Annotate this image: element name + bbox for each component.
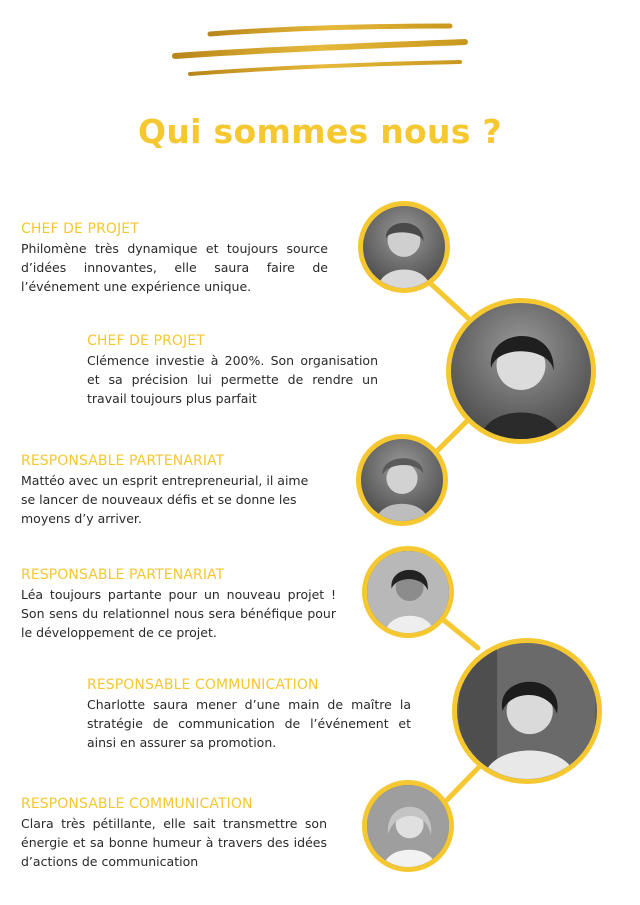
page-title: Qui sommes nous ? xyxy=(138,112,502,151)
member-description: Mattéo avec un esprit entrepreneurial, il aime se lancer de nouveaux défis et se donne les moyens d’y arriver. xyxy=(21,473,309,526)
member-description: Charlotte saura mener d’une main de maître la stratégie de communication de l’événement et ainsi en assurer sa promotion. xyxy=(87,697,411,750)
member-role: CHEF DE PROJET xyxy=(21,221,139,237)
member-role: RESPONSABLE PARTENARIAT xyxy=(21,567,225,583)
member-description: Philomène très dynamique et toujours source d’idées innovantes, elle saura faire de l’événement une expérience unique. xyxy=(21,241,328,294)
portrait-clemence-icon xyxy=(446,298,596,444)
member-role: CHEF DE PROJET xyxy=(87,333,205,349)
member-card xyxy=(87,676,411,752)
member-card xyxy=(21,795,327,871)
member-description: Léa toujours partante pour un nouveau projet ! Son sens du relationnel nous sera bénéfique pour le développement de ce projet. xyxy=(21,587,336,640)
portrait-charlotte-icon xyxy=(452,638,602,784)
member-card xyxy=(87,332,378,408)
portrait-philomene-icon xyxy=(358,201,450,293)
member-description: Clémence investie à 200%. Son organisation et sa précision lui permette de rendre un travail toujours plus parfait xyxy=(87,353,378,406)
gold-brush-strokes xyxy=(170,18,470,84)
member-description: Clara très pétillante, elle sait transmettre son énergie et sa bonne humeur à travers des idées d’actions de communication xyxy=(21,816,327,869)
member-role: RESPONSABLE COMMUNICATION xyxy=(21,796,253,812)
member-card xyxy=(21,452,321,528)
member-role: RESPONSABLE COMMUNICATION xyxy=(87,677,319,693)
member-role: RESPONSABLE PARTENARIAT xyxy=(21,453,225,469)
portrait-matteo-icon xyxy=(356,434,448,526)
portrait-clara-icon xyxy=(362,780,454,872)
portrait-lea-icon xyxy=(362,546,454,638)
member-card xyxy=(21,566,336,642)
member-card xyxy=(21,220,328,296)
